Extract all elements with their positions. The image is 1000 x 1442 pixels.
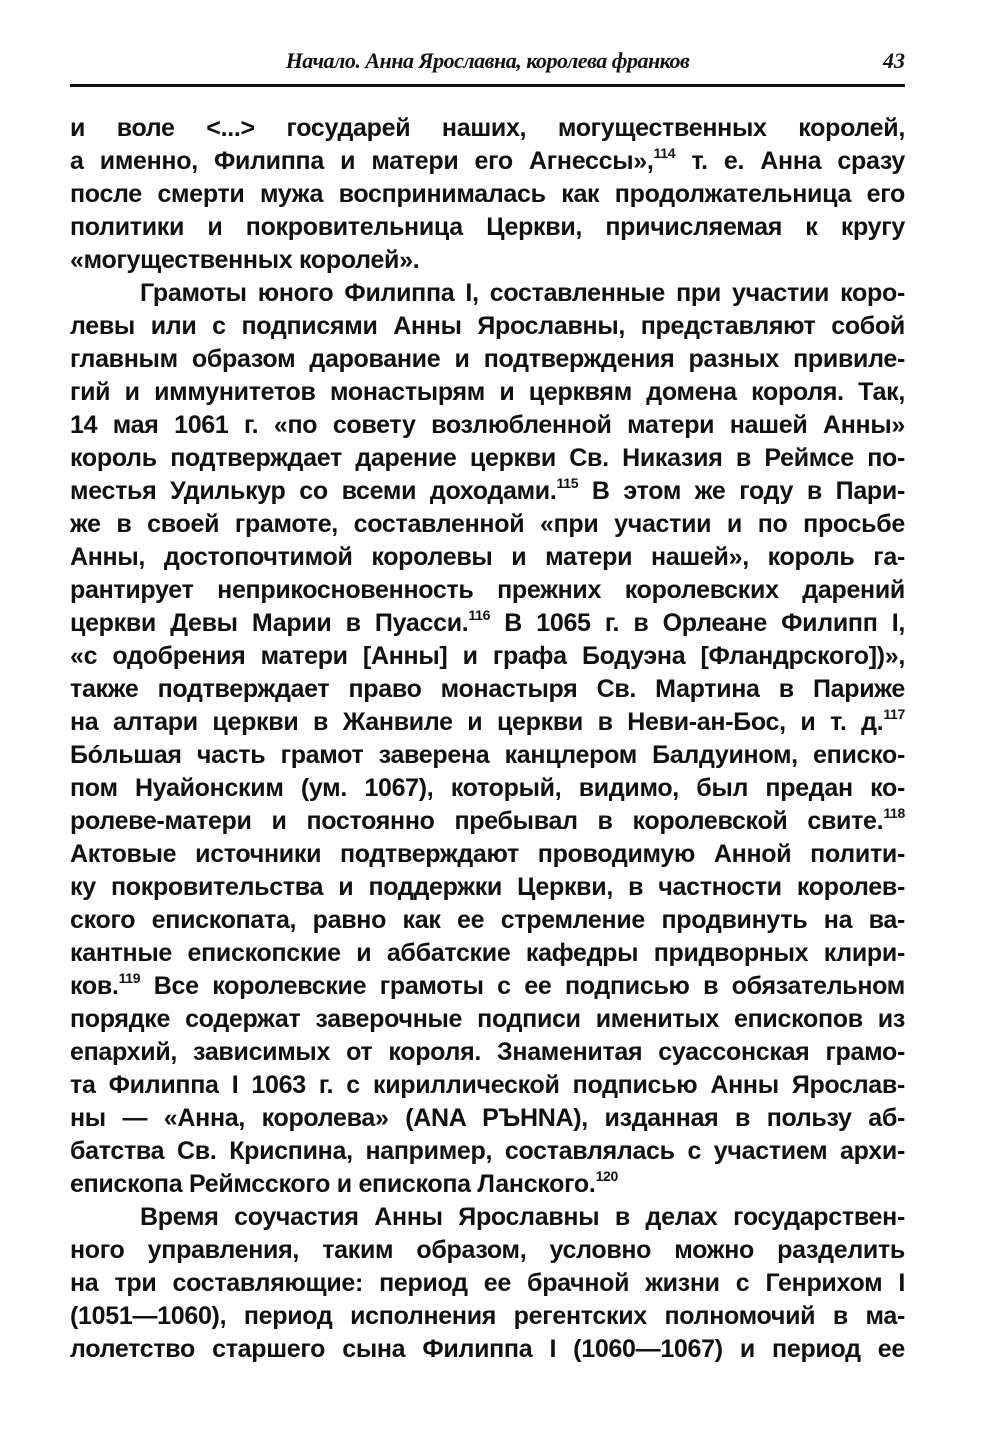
paragraph [70,1201,905,1366]
text-line: (1051—1060), период исполнения регентских полномочий в ма- [70,1302,905,1330]
text-line: та Филиппа I 1063 г. с кириллической подписью Анны Ярослав- [70,1071,905,1099]
running-title: Начало. Анна Ярославна, королева франков [285,48,690,73]
paragraph [70,277,905,1201]
text-line: епархий, зависимых от короля. Знаменитая суассонская грамо- [70,1038,905,1066]
text-line: на три составляющие: период ее брачной жизни с Генрихом I [70,1269,905,1297]
text-line: рантирует неприкосновенность прежних королевских дарений [70,576,905,604]
text-line: ролеве-матери и постоянно пребывал в королевской свите.$^{118}$ [70,805,905,835]
text-line: пом Нуайонским (ум. 1067), который, видимо, был предан ко- [70,774,905,802]
footnote-ref: 118 [883,805,905,821]
page-body-text [70,112,905,1366]
text-line: на алтари церкви в Жанвиле и церкви в Неви-ан-Бос, и т. д.$^{117}$ [70,706,905,736]
text-line: ного управления, таким образом, условно можно разделить [70,1236,905,1264]
text-line: Актовые источники подтверждают проводимую Анной полити- [70,840,905,868]
text-line: Бóльшая часть грамот заверена канцлером Балдуином, еписко- [70,741,905,769]
footnote-ref: 119 [118,970,141,986]
text-line: Анны, достопочтимой королевы и матери нашей», король га- [70,543,905,571]
footnote-ref: 117 [883,706,905,722]
page-number: 43 [883,48,905,73]
text-line: политики и покровительница Церкви, причисляемая к кругу [70,213,905,241]
text-line: 14 мая 1061 г. «по совету возлюбленной матери нашей Анны» [70,411,905,439]
text-line: местья Удилькур со всеми доходами.$^{115}$ В этом же году в Пари- [70,475,905,505]
text-line: «могущественных королей». [70,246,420,274]
text-line: ны — «Анна, королева» (ANA PЪHNA), изданная в пользу аб- [70,1104,905,1132]
footnote-ref: 116 [468,607,491,623]
text-line: Время соучастия Анны Ярославны в делах государствен- [140,1203,905,1231]
text-line: левы или с подписями Анны Ярославны, представляют собой [70,312,905,340]
text-line: Грамоты юного Филиппа I, составленные при участии коро- [140,279,905,307]
text-line: церкви Девы Марии в Пуасси.$^{116}$ В 1065 г. в Орлеане Филипп I, [70,607,905,637]
text-line: также подтверждает право монастыря Св. Мартина в Париже [70,675,905,703]
text-line: после смерти мужа воспринималась как продолжательница его [70,180,905,208]
text-line: «с одобрения матери [Анны] и графа Бодуэна [Фландрского])», [70,642,905,670]
page-header [70,44,905,84]
text-line: ку покровительства и поддержки Церкви, в частности королев- [70,873,905,901]
text-line: ского епископата, равно как ее стремление продвинуть на ва- [70,906,905,934]
text-line: и воле <...> государей наших, могущественных королей, [70,114,905,142]
text-line: порядке содержат заверочные подписи именитых епископов из [70,1005,905,1033]
text-line: гий и иммунитетов монастырям и церквям домена короля. Так, [70,378,905,406]
text-line: батства Св. Криспина, например, составлялась с участием архи- [70,1137,905,1165]
text-line: лолетство старшего сына Филиппа I (1060—1067) и период ее [70,1335,905,1363]
text-line: а именно, Филиппа и матери его Агнессы»,$^{114}$ т. е. Анна сразу [70,145,905,175]
footnote-ref: 114 [653,145,676,161]
header-rule [70,84,905,87]
footnote-ref: 120 [595,1168,619,1184]
text-line: ков.$^{119}$ Все королевские грамоты с ее подписью в обязательном [70,970,905,1000]
footnote-ref: 115 [556,475,579,491]
text-line: же в своей грамоте, составленной «при участии и по просьбе [70,510,905,538]
text-line: епископа Реймсского и епископа Ланского.$^{120}$ [70,1168,619,1198]
paragraph [70,112,905,277]
text-line: король подтверждает дарение церкви Св. Никазия в Реймсе по- [70,444,905,472]
text-line: кантные епископские и аббатские кафедры придворных клири- [70,939,905,967]
text-line: главным образом дарование и подтверждения разных привиле- [70,345,905,373]
